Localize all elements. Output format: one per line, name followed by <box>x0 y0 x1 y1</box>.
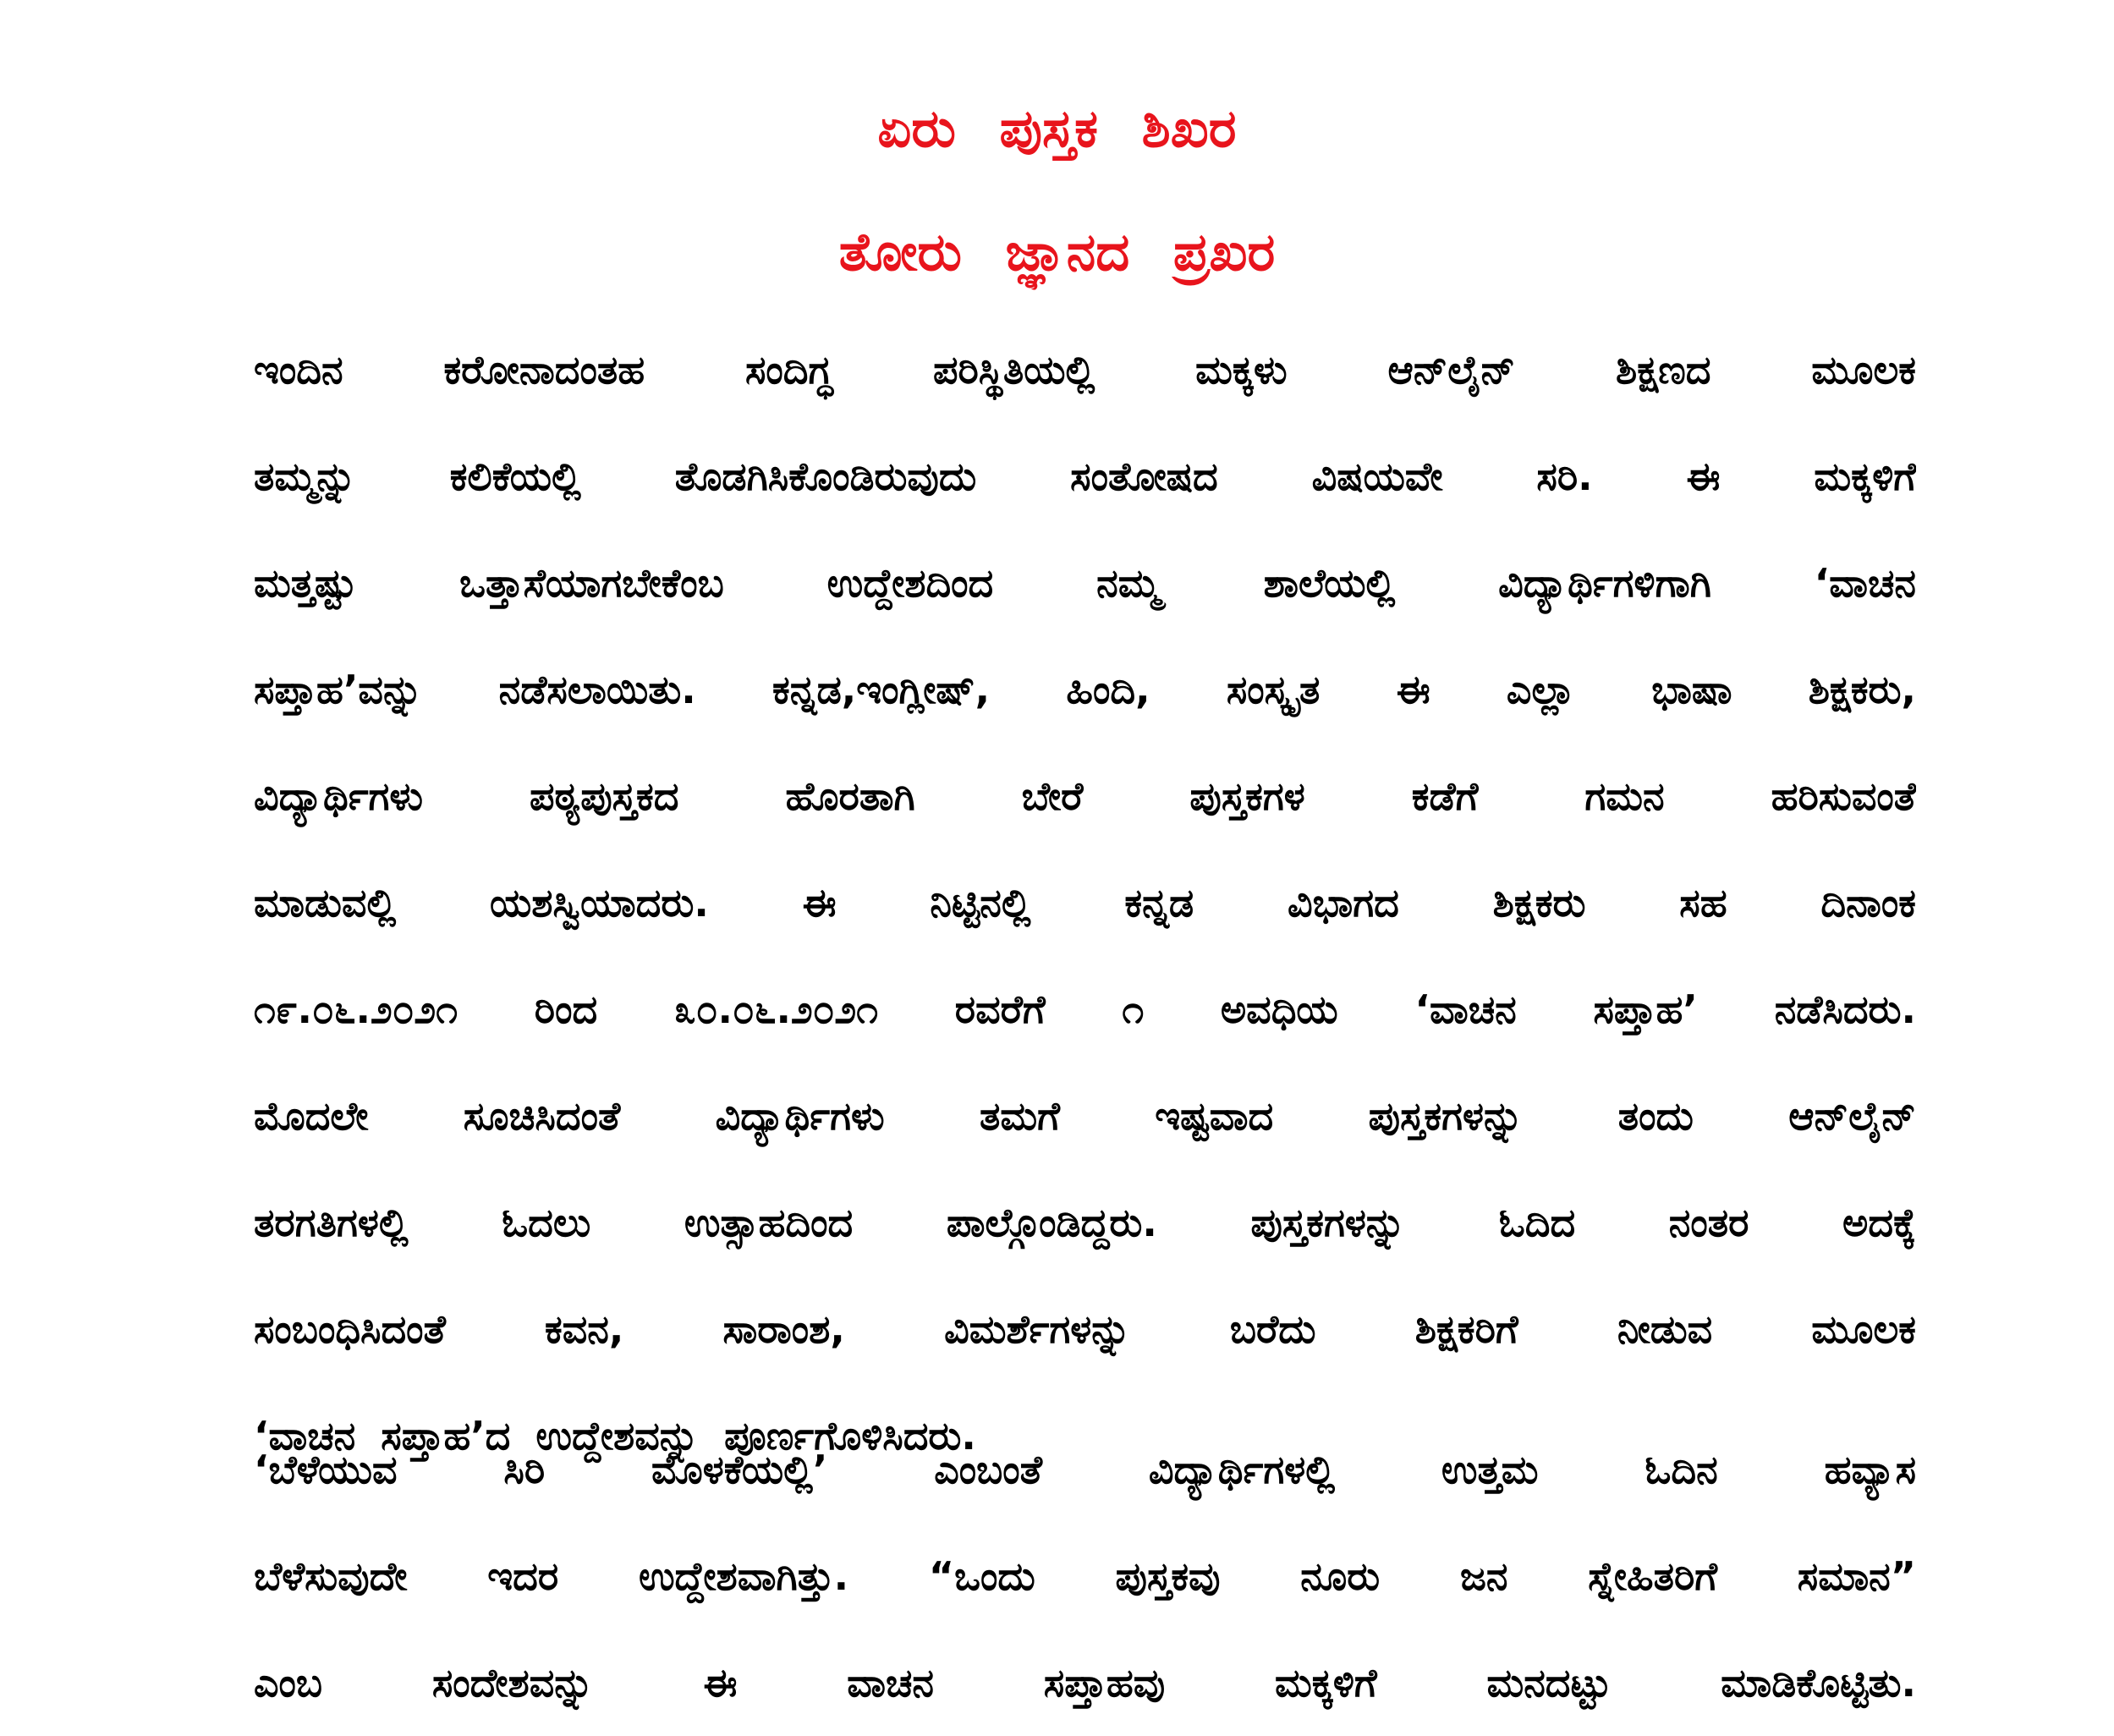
paragraph-line: ಸಪ್ತಾಹ’ವನ್ನು ನಡೆಸಲಾಯಿತು. ಕನ್ನಡ,ಇಂಗ್ಲೀಷ್, ಹಿಂದಿ, ಸಂಸ್ಕೃತ ಈ ಎಲ್ಲಾ ಭಾಷಾ ಶಿಕ್ಷಕರು, <box>254 667 1916 712</box>
paragraph-2 <box>254 1416 1916 1736</box>
paragraph-line: ಇಂದಿನ ಕರೋನಾದಂತಹ ಸಂದಿಗ್ಧ ಪರಿಸ್ಥಿತಿಯಲ್ಲಿ ಮಕ್ಕಳು ಆನ್‌ಲೈನ್ ಶಿಕ್ಷಣದ ಮೂಲಕ <box>254 347 1916 393</box>
paragraph-line: ವಿದ್ಯಾರ್ಥಿಗಳು ಪಠ್ಯಪುಸ್ತಕದ ಹೊರತಾಗಿ ಬೇರೆ ಪುಸ್ತಕಗಳ ಕಡೆಗೆ ಗಮನ ಹರಿಸುವಂತೆ <box>254 773 1916 819</box>
paragraph-line: ಮತ್ತಷ್ಟು ಒತ್ತಾಸೆಯಾಗಬೇಕೆಂಬ ಉದ್ದೇಶದಿಂದ ನಮ್ಮ ಶಾಲೆಯಲ್ಲಿ ವಿದ್ಯಾರ್ಥಿಗಳಿಗಾಗಿ ‘ವಾಚನ <box>254 560 1916 606</box>
paragraph-1 <box>254 316 1916 1489</box>
paragraph-line: ಮಾಡುವಲ್ಲಿ ಯಶಸ್ವಿಯಾದರು. ಈ ನಿಟ್ಟಿನಲ್ಲಿ ಕನ್ನಡ ವಿಭಾಗದ ಶಿಕ್ಷಕರು ಸಹ ದಿನಾಂಕ <box>254 880 1916 926</box>
paragraph-line: ೧೯.೦೬.೨೦೨೧ ರಿಂದ ೩೦.೦೬.೨೦೨೧ ರವರೆಗೆ ೧ ಅವಧಿಯ ‘ವಾಚನ ಸಪ್ತಾಹ’ ನಡೆಸಿದರು. <box>254 986 1916 1032</box>
paragraph-line: ‘ಬೆಳೆಯುವ ಸಿರಿ ಮೊಳಕೆಯಲ್ಲಿ’ ಎಂಬಂತೆ ವಿದ್ಯಾರ್ಥಿಗಳಲ್ಲಿ ಉತ್ತಮ ಓದಿನ ಹವ್ಯಾಸ <box>254 1447 1916 1492</box>
paragraph-line: ಮೊದಲೇ ಸೂಚಿಸಿದಂತೆ ವಿದ್ಯಾರ್ಥಿಗಳು ತಮಗೆ ಇಷ್ಟವಾದ ಪುಸ್ತಕಗಳನ್ನು ತಂದು ಆನ್‌ಲೈನ್ <box>254 1093 1916 1139</box>
paragraph-line: ತರಗತಿಗಳಲ್ಲಿ ಓದಲು ಉತ್ಸಾಹದಿಂದ ಪಾಲ್ಗೊಂಡಿದ್ದರು. ಪುಸ್ತಕಗಳನ್ನು ಓದಿದ ನಂತರ ಅದಕ್ಕೆ <box>254 1200 1916 1245</box>
paragraph-line: ಸಂಬಂಧಿಸಿದಂತೆ ಕವನ, ಸಾರಾಂಶ, ವಿಮರ್ಶೆಗಳನ್ನು ಬರೆದು ಶಿಕ್ಷಕರಿಗೆ ನೀಡುವ ಮೂಲಕ <box>254 1306 1916 1352</box>
paragraph-line: ಬೆಳೆಸುವುದೇ ಇದರ ಉದ್ದೇಶವಾಗಿತ್ತು. “ಒಂದು ಪುಸ್ತಕವು ನೂರು ಜನ ಸ್ನೇಹಿತರಿಗೆ ಸಮಾನ” <box>254 1553 1916 1599</box>
paragraph-line: ತಮ್ಮನ್ನು ಕಲಿಕೆಯಲ್ಲಿ ತೊಡಗಿಸಿಕೊಂಡಿರುವುದು ಸಂತೋಷದ ವಿಷಯವೇ ಸರಿ. ಈ ಮಕ್ಕಳಿಗೆ <box>254 453 1916 499</box>
paragraph-line: ಎಂಬ ಸಂದೇಶವನ್ನು ಈ ವಾಚನ ಸಪ್ತಾಹವು ಮಕ್ಕಳಿಗೆ ಮನದಟ್ಟು ಮಾಡಿಕೊಟ್ಟಿತು. <box>254 1660 1916 1706</box>
document-subtitle: ತೋರು ಜ್ಞಾನದ ಪ್ರಖರ <box>838 221 1276 283</box>
document-title: ಏರು ಪುಸ್ತಕ ಶಿಖರ <box>877 97 1237 159</box>
paragraph-line: ‘ವಾಚನ ಸಪ್ತಾಹ’ದ ಉದ್ದೇಶವನ್ನು ಪೂರ್ಣಗೊಳಿಸಿದರು. <box>254 1413 976 1459</box>
